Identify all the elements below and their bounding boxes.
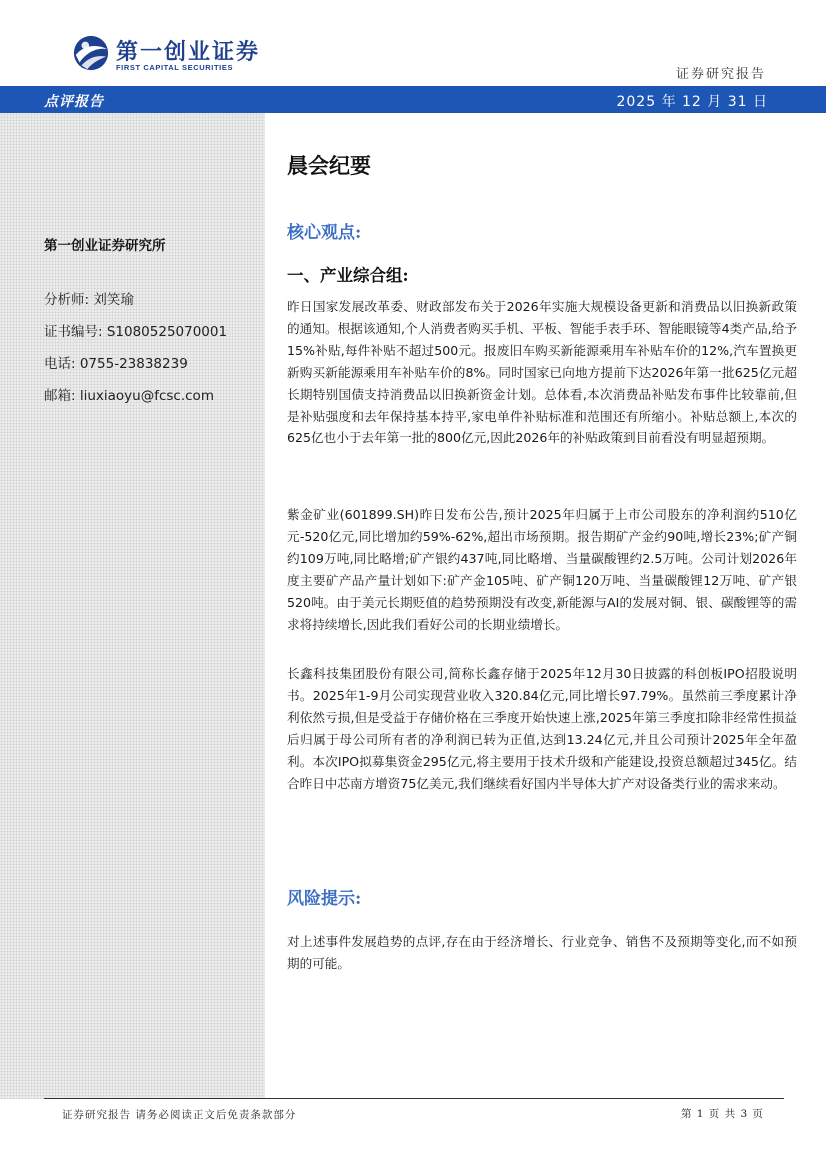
footer-divider	[44, 1098, 784, 1099]
globe-logo-icon	[72, 34, 110, 72]
analyst-name: 分析师: 刘笑瑜	[44, 292, 134, 308]
phone-number: 电话: 0755-23838239	[44, 356, 188, 372]
email-address[interactable]: 邮箱: liuxiaoyu@fcsc.com	[44, 388, 214, 404]
brand-name-en: FIRST CAPITAL SECURITIES	[116, 63, 234, 72]
header-band	[0, 86, 826, 113]
document-type: 证券研究报告	[675, 67, 766, 82]
brand-name-cn: 第一创业证券	[116, 39, 261, 65]
brand-logo	[72, 34, 272, 76]
core-views-heading: 核心观点:	[287, 223, 362, 243]
paragraph-policy: 昨日国家发展改革委、财政部发布关于2026年实施大规模设备更新和消费品以旧换新政策的通知。根据该通知,个人消费者购买手机、平板、智能手表手环、智能眼镜等4类产品,给予15%补贴,每件补贴不超过500元。报废旧车购买新能源乘用车补贴车价的12%,汽车置换更新购买新能源乘用车补贴车价的8%。同时国家已向地方提前下达2026年第一批625亿元超长期特别国债支持消费品以旧换新资金计划。总体看,本次消费品补贴发布事件比较靠前,但是补贴强度和去年保持基本持平,家电单件补贴标准和范围还有所缩小。补贴总额上,本次的625亿也小于去年第一批的800亿元,因此2026年的补贴政策到目前看没有明显超预期。	[287, 299, 797, 446]
risk-text: 对上述事件发展趋势的点评,存在由于经济增长、行业竞争、销售不及预期等变化,而不如预期的可能。	[287, 934, 797, 971]
sidebar	[0, 113, 265, 1099]
section-heading: 一、产业综合组:	[287, 266, 409, 285]
paragraph-cxmt: 长鑫科技集团股份有限公司,简称长鑫存储于2025年12月30日披露的科创板IPO招股说明书。2025年1-9月公司实现营业收入320.84亿元,同比增长97.79%。虽然前三季度累计净利依然亏损,但是受益于存储价格在三季度开始快速上涨,2025年第三季度扣除非经常性损益后归属于母公司所有者的净利润已转为正值,达到13.24亿元,并且公司预计2025年全年盈利。本次IPO拟募集资金295亿元,将主要用于技术升级和产能建设,投资总额超过345亿。结合昨日中芯南方增资75亿美元,我们继续看好国内半导体大扩产对设备类行业的需求来动。	[287, 666, 797, 791]
certificate-number: 证书编号: S1080525070001	[44, 324, 228, 340]
paragraph-zijin: 紫金矿业(601899.SH)昨日发布公告,预计2025年归属于上市公司股东的净利润约510亿元-520亿元,同比增加约59%-62%,超出市场预期。报告期矿产金约90吨,增长23%;矿产铜约109万吨,同比略增;矿产银约437吨,同比略增、当量碳酸锂约2.5万吨。公司计划2026年度主要矿产品产量计划如下:矿产金105吨、矿产铜120万吨、当量碳酸锂12万吨、矿产银520吨。由于美元长期贬值的趋势预期没有改变,新能源与AI的发展对铜、银、碳酸锂等的需求将持续增长,因此我们看好公司的长期业绩增长。	[287, 507, 797, 632]
page-number: 第 1 页 共 3 页	[680, 1108, 764, 1120]
risk-heading: 风险提示:	[287, 889, 362, 909]
institute-name: 第一创业证券研究所	[44, 238, 166, 254]
page-title: 晨会纪要	[287, 153, 371, 178]
report-category: 点评报告	[44, 94, 104, 110]
report-date: 2025 年 12 月 31 日	[616, 94, 768, 110]
footer-disclaimer: 证券研究报告 请务必阅读正文后免责条款部分	[62, 1109, 297, 1121]
